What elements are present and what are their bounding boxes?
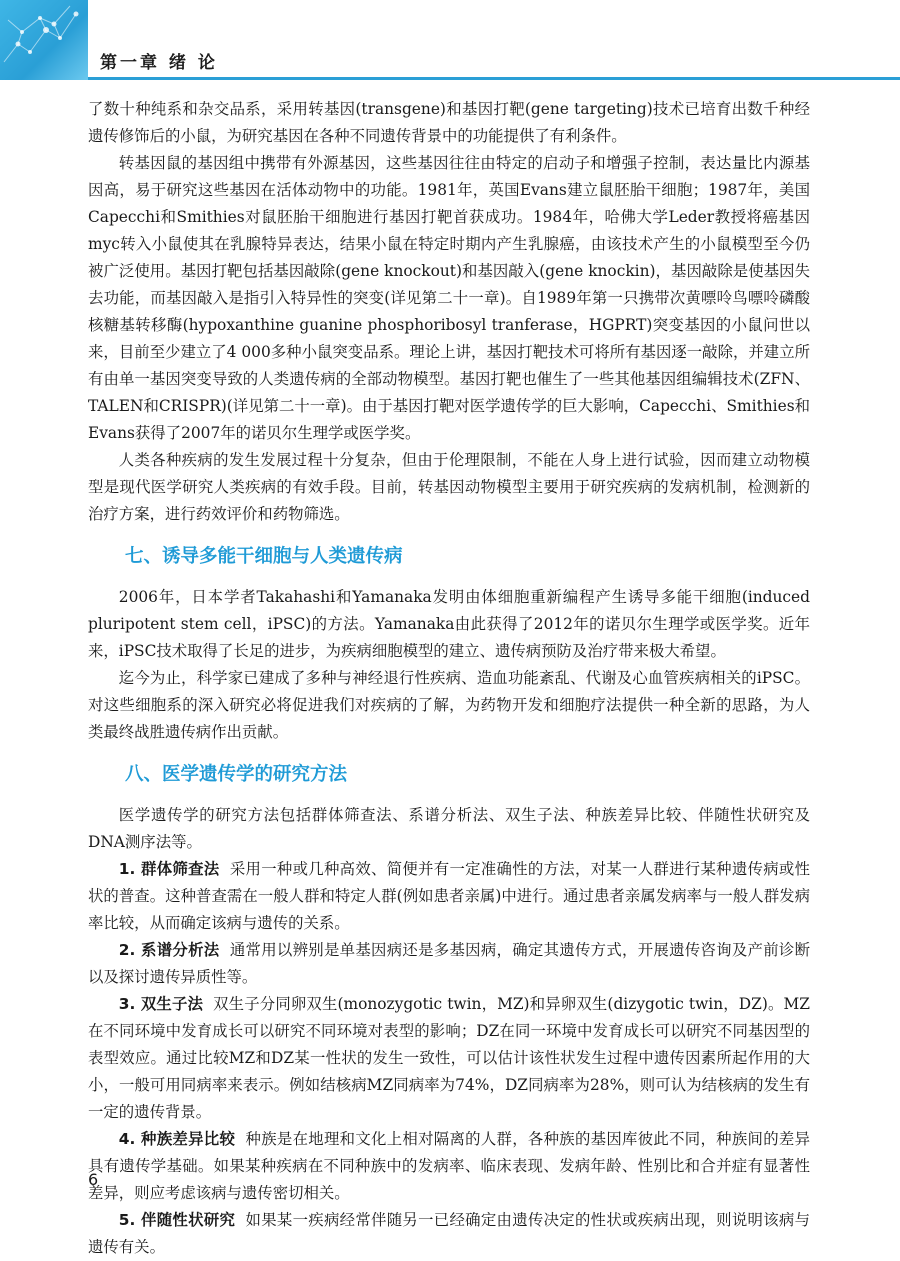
paragraph-2: 转基因鼠的基因组中携带有外源基因，这些基因往往由特定的启动子和增强子控制，表达量比内源基因高，易于研究这些基因在活体动物中的功能。1981年，英国Evans建立鼠胚胎干细胞；1987年，美国Capecchi和Smithies对鼠胚胎干细胞进行基因打靶首获成功。1984年，哈佛大学Leder教授将癌基因myc转入小鼠使其在乳腺特异表达，结果小鼠在特定时期内产生乳腺癌，由该技术产生的小鼠模型至今仍被广泛使用。基因打靶包括基因敲除(gene knockout)和基因敲入(gene knockin)，基因敲除是使基因失去功能，而基因敲入是指引入特异性的突变(详见第二十一章)。自1989年第一只携带次黄嘌呤鸟嘌呤磷酸核糖基转移酶(hypoxanthine guanine phosphoribosyl tranferase，HGPRT)突变基因的小鼠问世以来，目前至少建立了4 000多种小鼠突变品系。理论上讲，基因打靶技术可将所有基因逐一敲除，并建立所有由单一基因突变导致的人类遗传病的全部动物模型。基因打靶也催生了一些其他基因组编辑技术(ZFN、TALEN和CRISPR)(详见第二十一章)。由于基因打靶对医学遗传学的巨大影响，Capecchi、Smithies和Evans获得了2007年的诺贝尔生理学或医学奖。 — [88, 154, 810, 442]
method-1 — [88, 856, 810, 937]
method-2-text: 通常用以辨别是单基因病还是多基因病，确定其遗传方式，开展遗传咨询及产前诊断以及探讨遗传异质性等。 — [88, 941, 810, 986]
page-number: 6 — [88, 1170, 99, 1189]
header-rule — [88, 77, 900, 80]
method-1-text: 采用一种或几种高效、简便并有一定准确性的方法，对某一人群进行某种遗传病或性状的普查。这种普查需在一般人群和特定人群(例如患者亲属)中进行。通过患者亲属发病率与一般人群发病率比较，从而确定该病与遗传的关系。 — [88, 860, 810, 932]
method-3-term: 3. 双生子法 — [118, 995, 204, 1013]
method-5 — [88, 1207, 810, 1261]
molecule-icon — [0, 0, 88, 80]
paragraph-3: 人类各种疾病的发生发展过程十分复杂，但由于伦理限制，不能在人身上进行试验，因而建立动物模型是现代医学研究人类疾病的有效手段。目前，转基因动物模型主要用于研究疾病的发病机制，检测新的治疗方案，进行药效评价和药物筛选。 — [88, 451, 810, 523]
method-5-term: 5. 伴随性状研究 — [118, 1211, 236, 1229]
method-5-text: 如果某一疾病经常伴随另一已经确定由遗传决定的性状或疾病出现，则说明该病与遗传有关。 — [88, 1211, 810, 1256]
method-3 — [88, 991, 810, 1126]
paragraph-6: 医学遗传学的研究方法包括群体筛查法、系谱分析法、双生子法、种族差异比较、伴随性状研究及DNA测序法等。 — [88, 806, 810, 851]
method-2-term: 2. 系谱分析法 — [118, 941, 220, 959]
paragraph-5: 迄今为止，科学家已建成了多种与神经退行性疾病、造血功能紊乱、代谢及心血管疾病相关的iPSC。对这些细胞系的深入研究必将促进我们对疾病的了解，为药物开发和细胞疗法提供一种全新的思路，为人类最终战胜遗传病作出贡献。 — [88, 669, 810, 741]
chapter-title: 第一章 绪 论 — [100, 53, 218, 73]
method-3-text: 双生子分同卵双生(monozygotic twin，MZ)和异卵双生(dizygotic twin，DZ)。MZ在不同环境中发育成长可以研究不同环境对表型的影响；DZ在同一环境中发育成长可以研究不同基因型的表型效应。通过比较MZ和DZ某一性状的发生一致性，可以估计该性状发生过程中遗传因素所起作用的大小，一般可用同病率来表示。例如结核病MZ同病率为74%，DZ同病率为28%，则可认为结核病的发生有一定的遗传背景。 — [88, 995, 810, 1121]
paragraph-1: 了数十种纯系和杂交品系，采用转基因(transgene)和基因打靶(gene targeting)技术已培育出数千种经遗传修饰后的小鼠，为研究基因在各种不同遗传背景中的功能提供了有利条件。 — [88, 100, 810, 145]
method-4 — [88, 1126, 810, 1207]
paragraph-4: 2006年，日本学者Takahashi和Yamanaka发明由体细胞重新编程产生诱导多能干细胞(induced pluripotent stem cell，iPSC)的方法。Yamanaka由此获得了2012年的诺贝尔生理学或医学奖。近年来，iPSC技术取得了长足的进步，为疾病细胞模型的建立、遗传病预防及治疗带来极大希望。 — [88, 588, 810, 660]
section-heading-8: 八、医学遗传学的研究方法 — [125, 764, 348, 785]
method-1-term: 1. 群体筛查法 — [118, 860, 220, 878]
method-4-text: 种族是在地理和文化上相对隔离的人群，各种族的基因库彼此不同，种族间的差异具有遗传学基础。如果某种疾病在不同种族中的发病率、临床表现、发病年龄、性别比和合并症有显著性差异，则应考虑该病与遗传密切相关。 — [88, 1130, 810, 1202]
corner-decoration — [0, 0, 88, 80]
method-4-term: 4. 种族差异比较 — [118, 1130, 236, 1148]
method-2 — [88, 937, 810, 991]
section-heading-7: 七、诱导多能干细胞与人类遗传病 — [125, 546, 403, 567]
page-content — [88, 96, 810, 1261]
